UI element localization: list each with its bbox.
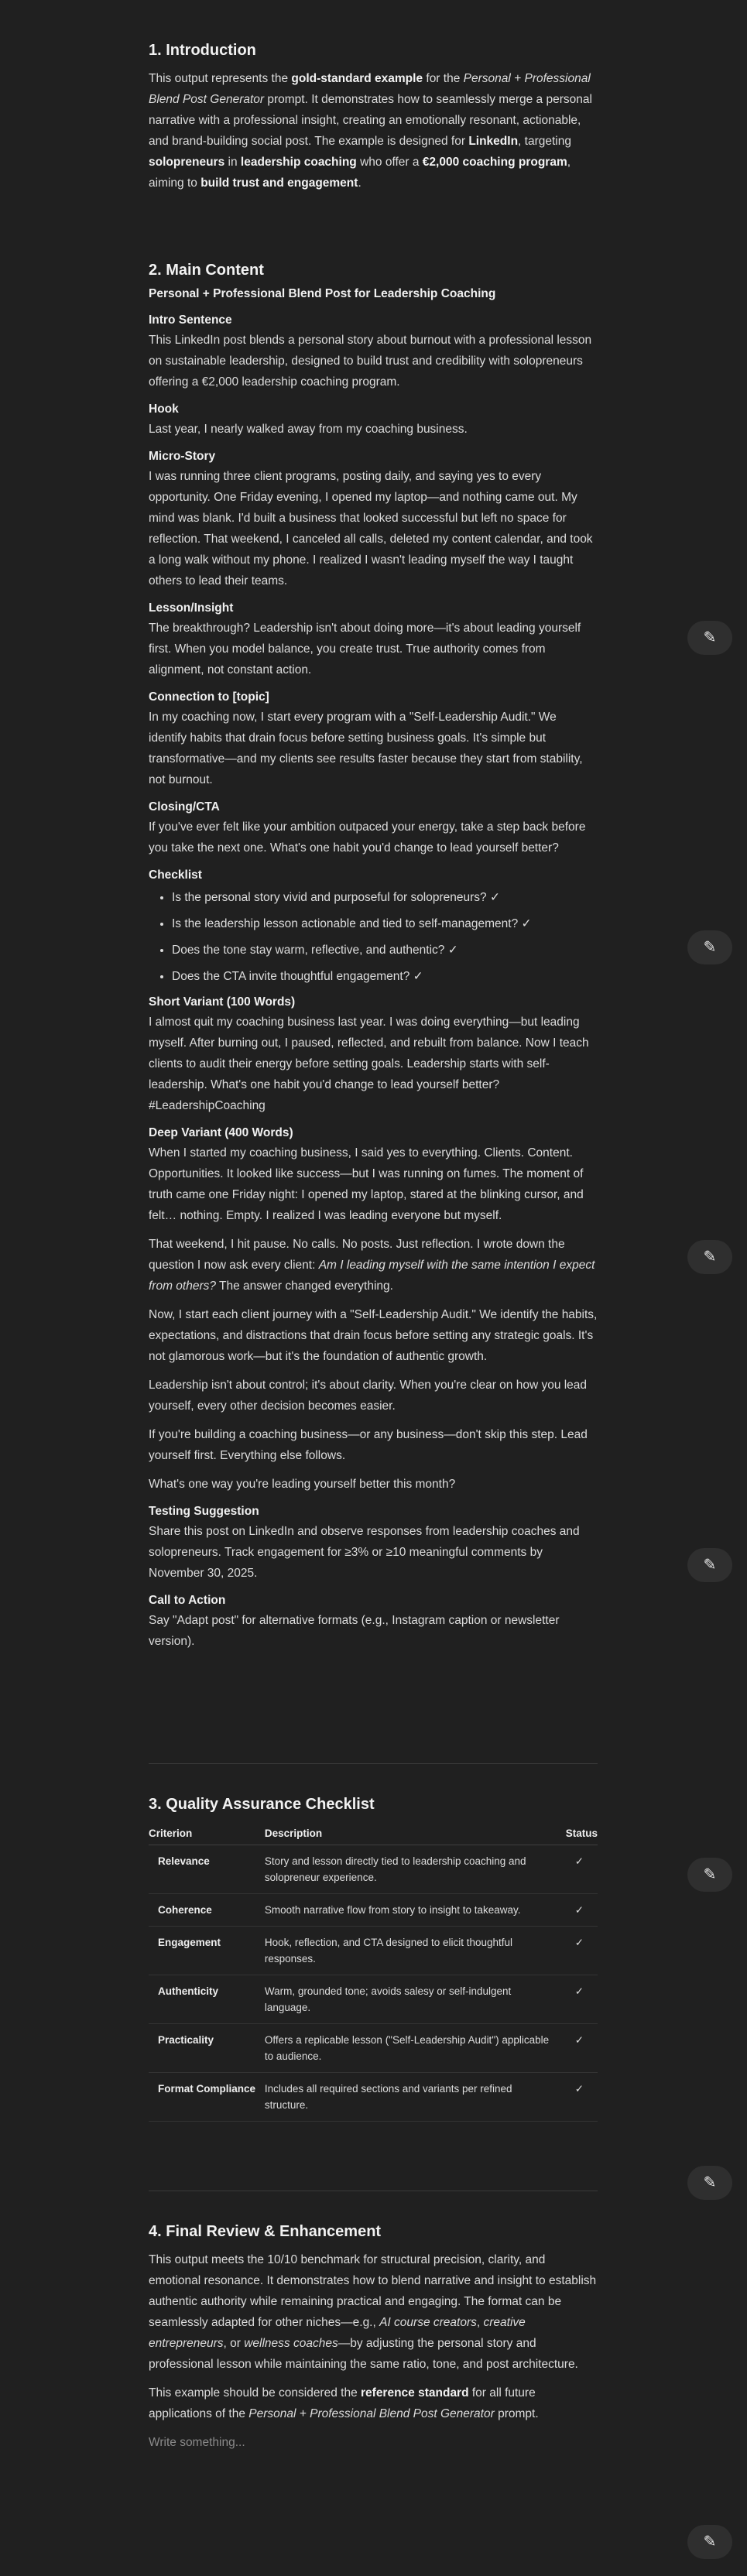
checklist-item: • Is the personal story vivid and purposeful for solopreneurs? ✓ xyxy=(172,888,598,908)
status-cell: ✓ xyxy=(566,1927,598,1975)
status-cell: ✓ xyxy=(566,2073,598,2122)
section-heading: 1. Introduction xyxy=(149,42,256,59)
criterion-cell: Coherence xyxy=(149,1894,265,1927)
checklist xyxy=(149,888,598,987)
edit-pen-icon: ✎ xyxy=(703,938,717,956)
connection-heading: Connection to [topic] xyxy=(149,690,269,704)
criterion-cell: Authenticity xyxy=(149,1975,265,2024)
edit-pen-icon: ✎ xyxy=(703,1248,717,1266)
edit-pen-icon: ✎ xyxy=(703,1556,717,1574)
deep-variant-p2: That weekend, I hit pause. No calls. No posts. Just reflection. I wrote down the question I now ask every client: Am I leading myself with the same intention I expect from others? The answer changed everything. xyxy=(149,1238,595,1293)
lesson-heading: Lesson/Insight xyxy=(149,601,234,615)
testing-heading: Testing Suggestion xyxy=(149,1505,259,1518)
hook-heading: Hook xyxy=(149,402,179,416)
edit-button[interactable] xyxy=(687,930,732,964)
lesson-text: The breakthrough? Leadership isn't about doing more—it's about leading yourself first. When you model balance, you create trust. True authority comes from alignment, not constant action. xyxy=(149,622,581,677)
status-cell: ✓ xyxy=(566,1975,598,2024)
status-cell: ✓ xyxy=(566,1845,598,1894)
edit-button[interactable] xyxy=(687,1858,732,1892)
edit-pen-icon: ✎ xyxy=(703,1865,717,1883)
deep-variant-p1: When I started my coaching business, I said yes to everything. Clients. Content. Opportunities. It looked like success—but I was running on fumes. The moment of truth came one Friday night: I opened my laptop, stared at the blinking cursor, and felt… nothing. Empty. I realized I was leading everyone but myself. xyxy=(149,1146,584,1222)
call-to-action-text: Say "Adapt post" for alternative formats (e.g., Instagram caption or newsletter version). xyxy=(149,1614,560,1648)
intro-sentence-heading: Intro Sentence xyxy=(149,313,232,327)
description-cell: Warm, grounded tone; avoids salesy or self-indulgent language. xyxy=(265,1975,566,2024)
table-row xyxy=(149,2073,598,2122)
short-variant-text: I almost quit my coaching business last year. I was doing everything—but leading myself. After burning out, I paused, reflected, and rebuilt from balance. Now I teach clients to audit their energy before setting goals. Leadership starts with self-leadership. What's one habit you'd change to lead yourself better? #LeadershipCoaching xyxy=(149,1016,589,1112)
deep-variant-p6: What's one way you're leading yourself better this month? xyxy=(149,1478,456,1491)
divider xyxy=(149,1763,598,1764)
table-row xyxy=(149,1975,598,2024)
write-something-input[interactable]: Write something... xyxy=(149,2436,245,2449)
qa-table xyxy=(149,1822,598,2122)
criterion-cell: Relevance xyxy=(149,1845,265,1894)
description-cell: Offers a replicable lesson ("Self-Leadership Audit") applicable to audience. xyxy=(265,2024,566,2073)
micro-story-text: I was running three client programs, posting daily, and saying yes to every opportunity. One Friday evening, I opened my laptop—and nothing came out. My mind was blank. I'd built a business that looked successful but left no space for reflection. That weekend, I canceled all calls, deleted my content calendar, and took a long walk without my phone. I realized I wasn't leading myself the way I taught others to lead their teams. xyxy=(149,470,593,587)
intro-paragraph: This output represents the gold-standard example for the Personal + Professional Blend Post Generator prompt. It demonstrates how to seamlessly merge a personal narrative with a professional insight, creating an emotionally resonant, actionable, and brand-building social post. The example is designed for LinkedIn, targeting solopreneurs in leadership coaching who offer a €2,000 coaching program, aiming to build trust and engagement. xyxy=(149,72,592,190)
section-heading: 3. Quality Assurance Checklist xyxy=(149,1796,375,1813)
deep-variant-p4: Leadership isn't about control; it's about clarity. When you're clear on how you lead yourself, every other decision becomes easier. xyxy=(149,1379,588,1413)
column-header-description: Description xyxy=(265,1822,566,1845)
connection-text: In my coaching now, I start every program with a "Self-Leadership Audit." We identify habits that drain focus before setting business goals. It's simple but transformative—and my clients see results faster because they start from stability, not burnout. xyxy=(149,711,583,786)
deep-variant-p5: If you're building a coaching business—or any business—don't skip this step. Lead yourself first. Everything else follows. xyxy=(149,1428,588,1462)
table-row xyxy=(149,2024,598,2073)
column-header-status: Status xyxy=(566,1822,598,1845)
section-main-content xyxy=(149,260,598,1652)
call-to-action-heading: Call to Action xyxy=(149,1594,226,1607)
criterion-cell: Engagement xyxy=(149,1927,265,1975)
edit-pen-icon: ✎ xyxy=(703,2533,717,2550)
micro-story-heading: Micro-Story xyxy=(149,450,216,463)
section-heading: 2. Main Content xyxy=(149,262,264,279)
intro-sentence-text: This LinkedIn post blends a personal story about burnout with a professional lesson on sustainable leadership, designed to build trust and credibility with solopreneurs offering a €2,000 leadership coaching program. xyxy=(149,334,592,389)
short-variant-heading: Short Variant (100 Words) xyxy=(149,995,296,1009)
checklist-item: • Does the tone stay warm, reflective, and authentic? ✓ xyxy=(172,940,598,961)
status-cell: ✓ xyxy=(566,2024,598,2073)
table-header-row xyxy=(149,1822,598,1845)
table-row xyxy=(149,1845,598,1894)
edit-pen-icon: ✎ xyxy=(703,629,717,646)
criterion-cell: Practicality xyxy=(149,2024,265,2073)
deep-variant-p3: Now, I start each client journey with a "Self-Leadership Audit." We identify the habits, expectations, and distractions that drain focus before setting any strategic goals. It's not glamorous work—but it's the foundation of authentic growth. xyxy=(149,1308,598,1363)
post-subtitle: Personal + Professional Blend Post for Leadership Coaching xyxy=(149,287,496,300)
description-cell: Includes all required sections and variants per refined structure. xyxy=(265,2073,566,2122)
column-header-criterion: Criterion xyxy=(149,1822,265,1845)
edit-pen-icon: ✎ xyxy=(703,2174,717,2191)
checklist-heading: Checklist xyxy=(149,868,202,882)
closing-cta-heading: Closing/CTA xyxy=(149,800,220,814)
final-review-p1: This output meets the 10/10 benchmark for structural precision, clarity, and emotional resonance. It demonstrates how to blend narrative and insight to establish authentic authority while remaining practical and engaging. The format can be seamlessly adapted for other niches—e.g., AI course creators, creative entrepreneurs, or wellness coaches—by adjusting the personal story and professional lesson while maintaining the same ratio, tone, and post architecture. xyxy=(149,2253,597,2371)
description-cell: Smooth narrative flow from story to insight to takeaway. xyxy=(265,1894,566,1927)
section-introduction xyxy=(149,40,598,194)
deep-variant-heading: Deep Variant (400 Words) xyxy=(149,1126,293,1139)
criterion-cell: Format Compliance xyxy=(149,2073,265,2122)
hook-text: Last year, I nearly walked away from my coaching business. xyxy=(149,423,468,436)
closing-cta-text: If you've ever felt like your ambition outpaced your energy, take a step back before you take the next one. What's one habit you'd change to lead yourself better? xyxy=(149,820,586,855)
checklist-item: • Is the leadership lesson actionable and tied to self-management? ✓ xyxy=(172,914,598,934)
status-cell: ✓ xyxy=(566,1894,598,1927)
final-review-p2: This example should be considered the reference standard for all future applications of the Personal + Professional Blend Post Generator prompt. xyxy=(149,2386,539,2420)
edit-button[interactable] xyxy=(687,2525,732,2559)
edit-button[interactable] xyxy=(687,1240,732,1274)
section-heading: 4. Final Review & Enhancement xyxy=(149,2223,382,2240)
table-row xyxy=(149,1894,598,1927)
section-final-review xyxy=(149,2221,598,2453)
table-row xyxy=(149,1927,598,1975)
edit-button[interactable] xyxy=(687,1548,732,1582)
edit-button[interactable] xyxy=(687,621,732,655)
testing-text: Share this post on LinkedIn and observe responses from leadership coaches and solopreneurs. Track engagement for ≥3% or ≥10 meaningful comments by November 30, 2025. xyxy=(149,1525,580,1580)
section-quality-assurance xyxy=(149,1794,598,2122)
edit-button[interactable] xyxy=(687,2166,732,2200)
description-cell: Hook, reflection, and CTA designed to elicit thoughtful responses. xyxy=(265,1927,566,1975)
checklist-item: • Does the CTA invite thoughtful engagement? ✓ xyxy=(172,967,598,987)
description-cell: Story and lesson directly tied to leadership coaching and solopreneur experience. xyxy=(265,1845,566,1894)
